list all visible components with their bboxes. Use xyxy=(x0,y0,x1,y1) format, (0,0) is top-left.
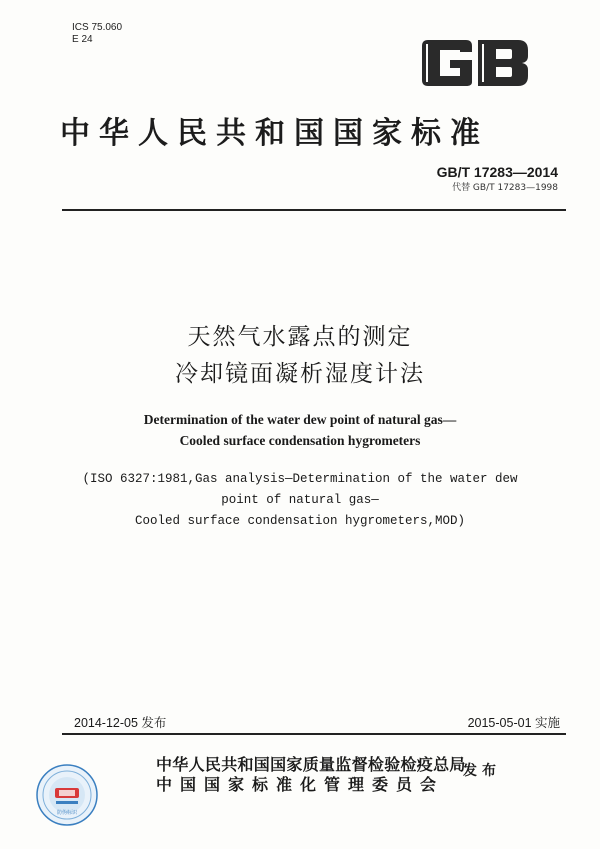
ics-code: ICS 75.060 xyxy=(72,22,123,33)
replaces-standard: 代替 GB/T 17283—1998 xyxy=(452,183,558,193)
english-title-line-2: Cooled surface condensation hygrometers xyxy=(179,433,421,448)
chinese-title-line-1: 天然气水露点的测定 xyxy=(187,324,413,350)
top-rule xyxy=(62,209,566,211)
classification-codes xyxy=(72,22,122,46)
iso-reference-line-2: point of natural gas— xyxy=(221,493,379,507)
publisher-sac: 中国国家标准化管理委员会 xyxy=(156,775,445,794)
standard-number: GB/T 17283—2014 xyxy=(436,164,558,180)
category-code: E 24 xyxy=(72,34,93,45)
iso-reference-line-3: Cooled surface condensation hygrometers,MOD) xyxy=(134,514,466,528)
bottom-rule xyxy=(62,733,566,735)
gb-logo xyxy=(418,38,532,88)
seal-text: 防伪标识 xyxy=(56,810,78,816)
main-title: 中华人民共和国国家标准 xyxy=(60,116,489,151)
chinese-title-line-2: 冷却镜面凝析湿度计法 xyxy=(175,361,425,387)
implementation-date: 2015-05-01 实施 xyxy=(467,716,560,730)
iso-reference-line-1: (ISO 6327:1981,Gas analysis—Determination of the water dew xyxy=(82,472,518,486)
publish-label: 发布 xyxy=(463,763,501,779)
english-title-line-1: Determination of the water dew point of natural gas— xyxy=(143,412,457,427)
anti-counterfeit-seal xyxy=(36,764,98,826)
issue-date: 2014-12-05 发布 xyxy=(74,716,167,730)
publisher-aqsiq: 中华人民共和国国家质量监督检验检疫总局 xyxy=(156,755,466,774)
